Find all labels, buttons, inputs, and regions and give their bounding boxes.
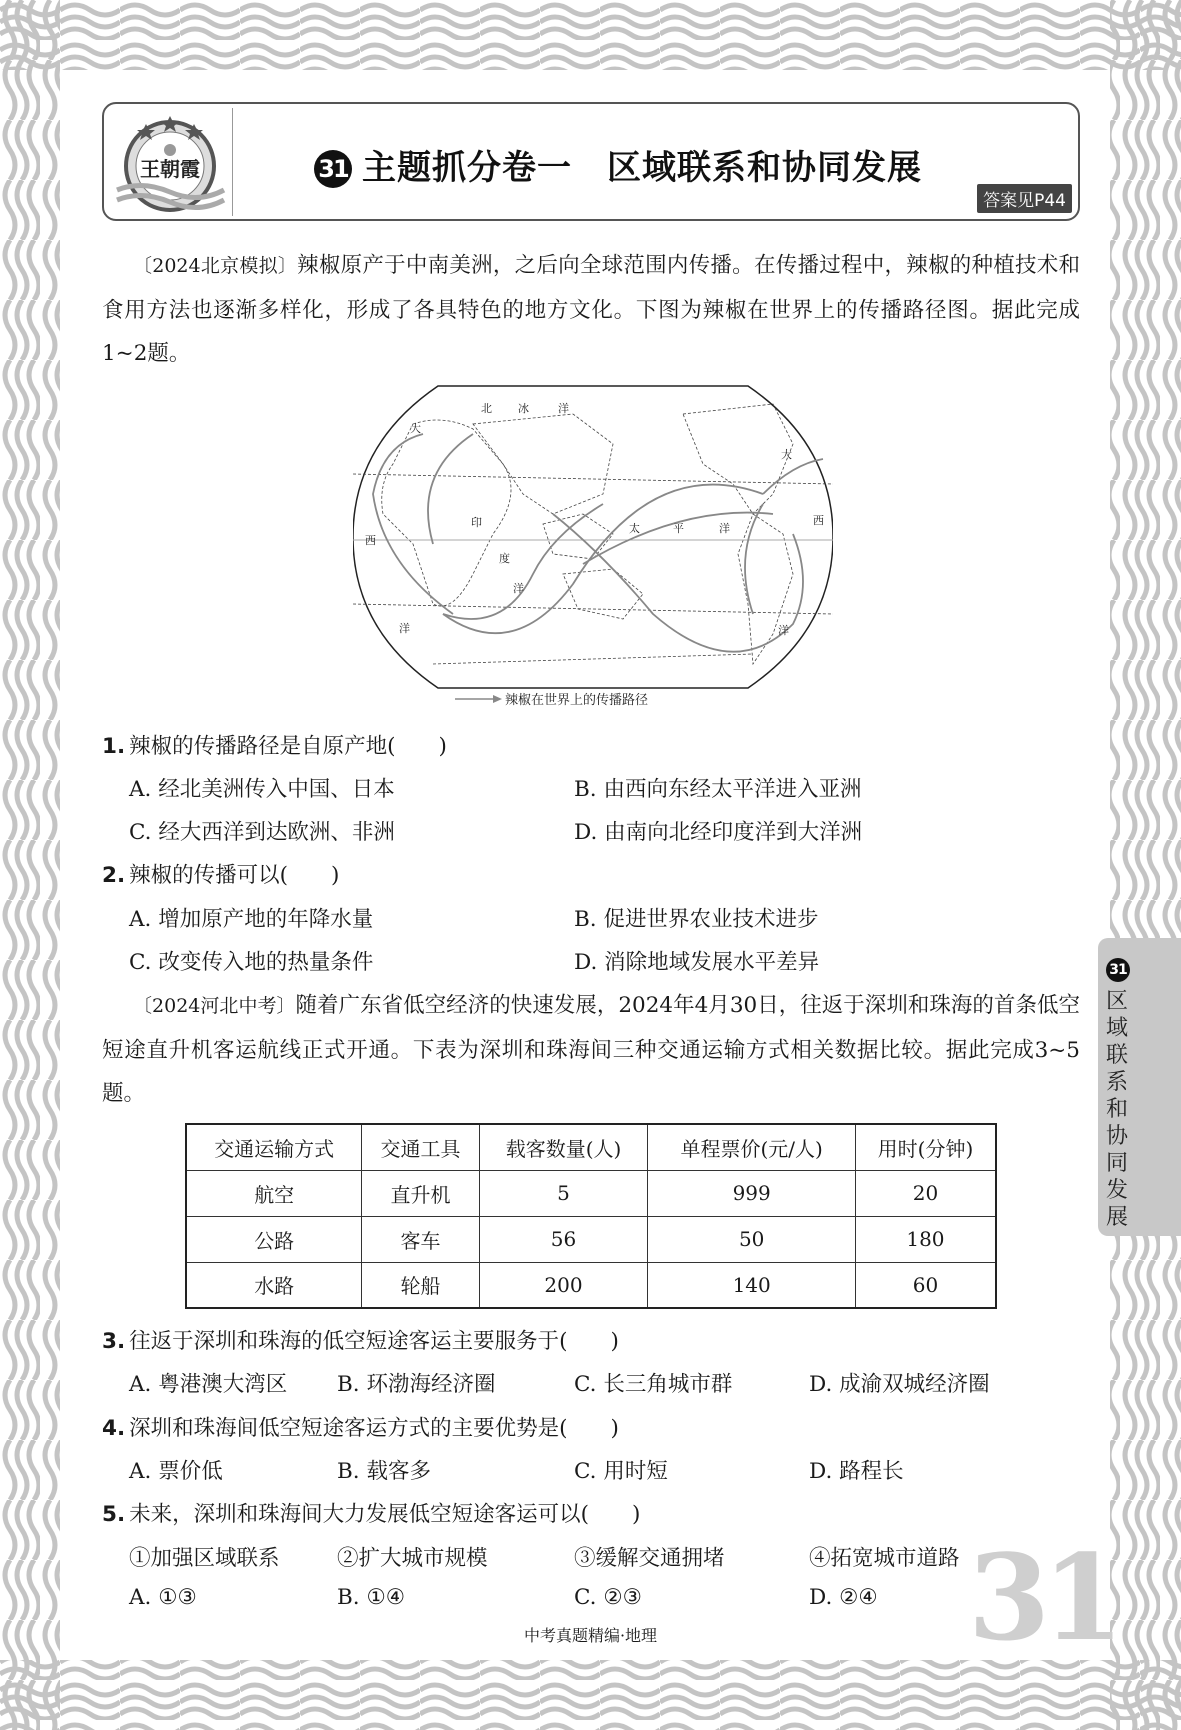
table-cell: 56 xyxy=(479,1216,648,1262)
table-cell: 轮船 xyxy=(362,1262,479,1308)
option-c[interactable]: C. 经大西洋到达欧洲、非洲 xyxy=(129,820,395,845)
table-row xyxy=(186,1170,996,1216)
map-label: 北 xyxy=(481,402,492,415)
page-number-large: 31 xyxy=(968,1528,1117,1667)
question-1: 1. 辣椒的传播路径是自原产地( ) xyxy=(102,734,447,759)
option-d[interactable]: D. 成渝双城经济圈 xyxy=(809,1372,990,1397)
question-3: 3. 往返于深圳和珠海的低空短途客运主要服务于( ) xyxy=(102,1329,619,1354)
option-a[interactable]: A. 增加原产地的年降水量 xyxy=(129,907,374,932)
map-label: 大 xyxy=(410,422,421,435)
map-label: 洋 xyxy=(558,402,569,415)
table-cell: 航空 xyxy=(186,1170,362,1216)
map-label: 洋 xyxy=(719,522,730,535)
table-header-row xyxy=(186,1124,996,1170)
table-cell: 180 xyxy=(855,1216,996,1262)
table-cell: 水路 xyxy=(186,1262,362,1308)
table-cell: 5 xyxy=(479,1170,648,1216)
transport-comparison-table xyxy=(185,1123,997,1309)
world-map xyxy=(353,384,833,690)
table-cell: 60 xyxy=(855,1262,996,1308)
map-label: 大 xyxy=(781,448,792,461)
intro-text: 随着广东省低空经济的快速发展，2024年4月30日，往返于深圳和珠海的首条低空短途直升机客运航线正式开通。下表为深圳和珠海间三种交通运输方式相关数据比较。据此完成3~5题。 xyxy=(102,993,1080,1106)
column-header: 交通运输方式 xyxy=(186,1124,362,1170)
question-stem: 深圳和珠海间低空短途客运方式的主要优势是( ) xyxy=(129,1416,619,1441)
side-tab-number: 31 xyxy=(1106,958,1130,982)
table-cell: 999 xyxy=(648,1170,855,1216)
intro-paragraph-2 xyxy=(102,984,1080,1116)
question-stem: 辣椒的传播可以( ) xyxy=(129,863,340,888)
source-tag: 〔2024河北中考〕 xyxy=(133,995,296,1017)
option-d[interactable]: D. 路程长 xyxy=(809,1459,904,1484)
option-b[interactable]: B. 载客多 xyxy=(337,1459,431,1484)
chapter-side-tab[interactable] xyxy=(1098,938,1181,1236)
map-label: 西 xyxy=(365,534,376,547)
intro-text: 辣椒原产于中南美洲，之后向全球范围内传播。在传播过程中，辣椒的种植技术和食用方法也逐渐多样化，形成了各具特色的地方文化。下图为辣椒在世界上的传播路径图。据此完成1~2题。 xyxy=(102,253,1080,366)
map-label: 洋 xyxy=(778,624,789,637)
map-caption: 辣椒在世界上的传播路径 xyxy=(505,693,649,708)
table-cell: 20 xyxy=(855,1170,996,1216)
map-label: 冰 xyxy=(518,402,529,415)
map-label: 洋 xyxy=(399,622,410,635)
chapter-number: 31 xyxy=(314,150,352,188)
intro-paragraph-1 xyxy=(102,244,1080,376)
option-c[interactable]: C. 长三角城市群 xyxy=(574,1372,733,1397)
page-header xyxy=(102,102,1080,221)
question-5: 5. 未来，深圳和珠海间大力发展低空短途客运可以( ) xyxy=(102,1502,641,1527)
option-d[interactable]: D. ②④ xyxy=(809,1585,878,1610)
option-c[interactable]: C. ②③ xyxy=(574,1585,642,1610)
map-label: 度 xyxy=(499,552,510,565)
map-label: 洋 xyxy=(513,582,524,595)
statement-4: ④拓宽城市道路 xyxy=(809,1546,960,1571)
column-header: 载客数量(人) xyxy=(479,1124,648,1170)
table-cell: 公路 xyxy=(186,1216,362,1262)
svg-text:王朝霞: 王朝霞 xyxy=(140,157,200,181)
statement-1: ①加强区域联系 xyxy=(129,1546,280,1571)
option-a[interactable]: A. 经北美洲传入中国、日本 xyxy=(129,777,395,802)
option-b[interactable]: B. 由西向东经太平洋进入亚洲 xyxy=(574,777,862,802)
question-stem: 往返于深圳和珠海的低空短途客运主要服务于( ) xyxy=(129,1329,619,1354)
column-header: 单程票价(元/人) xyxy=(648,1124,855,1170)
option-d[interactable]: D. 消除地域发展水平差异 xyxy=(574,950,820,975)
publisher-logo xyxy=(112,110,228,214)
map-label: 太 xyxy=(629,522,640,535)
option-c[interactable]: C. 用时短 xyxy=(574,1459,668,1484)
option-a[interactable]: A. 粤港澳大湾区 xyxy=(129,1372,288,1397)
question-stem: 辣椒的传播路径是自原产地( ) xyxy=(129,734,447,759)
side-tab-text: 区域联系和协同发展 xyxy=(1106,989,1129,1230)
title-text: 主题抓分卷一 区域联系和协同发展 xyxy=(362,148,922,188)
table-row xyxy=(186,1216,996,1262)
option-d[interactable]: D. 由南向北经印度洋到大洋洲 xyxy=(574,820,863,845)
option-b[interactable]: B. 环渤海经济圈 xyxy=(337,1372,496,1397)
page-title xyxy=(314,140,922,189)
page-footer: 中考真题精编·地理 xyxy=(523,1626,658,1645)
table-cell: 50 xyxy=(648,1216,855,1262)
option-b[interactable]: B. ①④ xyxy=(337,1585,406,1610)
statement-2: ②扩大城市规模 xyxy=(337,1546,488,1571)
question-2: 2. 辣椒的传播可以( ) xyxy=(102,863,340,888)
header-divider xyxy=(232,108,233,216)
column-header: 用时(分钟) xyxy=(855,1124,996,1170)
table-row xyxy=(186,1262,996,1308)
option-a[interactable]: A. ①③ xyxy=(129,1585,197,1610)
table-cell: 200 xyxy=(479,1262,648,1308)
table-cell: 140 xyxy=(648,1262,855,1308)
legend-arrow-icon xyxy=(455,693,503,705)
answer-reference: 答案见P44 xyxy=(977,184,1072,213)
map-label: 西 xyxy=(813,514,824,527)
option-c[interactable]: C. 改变传入地的热量条件 xyxy=(129,950,374,975)
map-label: 平 xyxy=(673,522,684,535)
question-4: 4. 深圳和珠海间低空短途客运方式的主要优势是( ) xyxy=(102,1416,619,1441)
option-b[interactable]: B. 促进世界农业技术进步 xyxy=(574,907,819,932)
table-cell: 直升机 xyxy=(362,1170,479,1216)
source-tag: 〔2024北京模拟〕 xyxy=(133,255,298,277)
statement-3: ③缓解交通拥堵 xyxy=(574,1546,725,1571)
map-label: 印 xyxy=(471,516,482,529)
column-header: 交通工具 xyxy=(362,1124,479,1170)
option-a[interactable]: A. 票价低 xyxy=(129,1459,223,1484)
question-stem: 未来，深圳和珠海间大力发展低空短途客运可以( ) xyxy=(129,1502,641,1527)
table-cell: 客车 xyxy=(362,1216,479,1262)
